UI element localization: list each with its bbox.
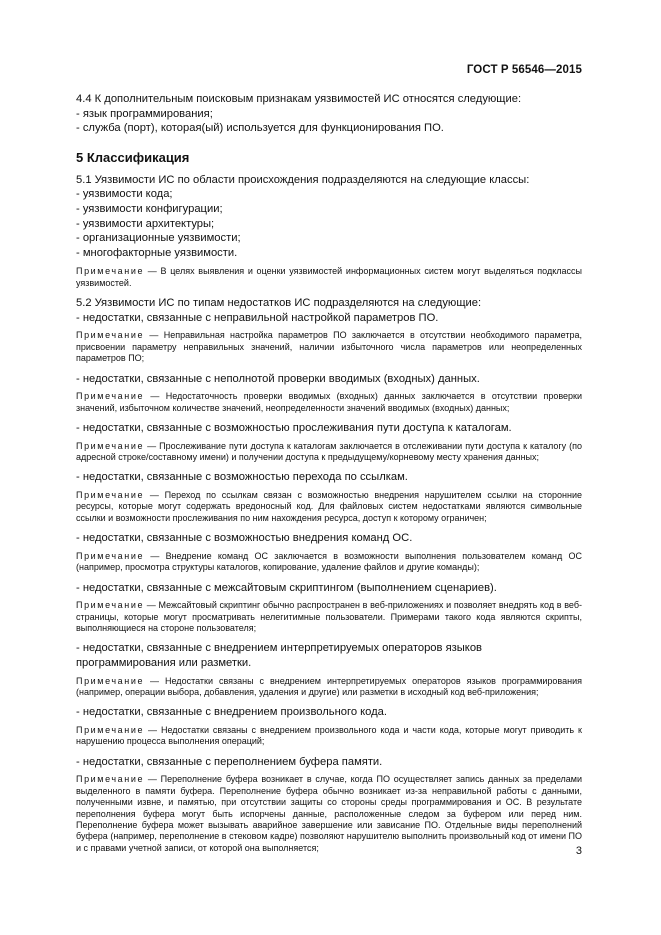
- note-text: — Переход по ссылкам связан с возможностью внедрения нарушителем ссылки на сторонние ресурсы, которые могут содержать вредоносный код. Для файловых систем недостатками являются символьные ссылки и возможности прослеживания по ним нахождения ресурса, доступ к которому ограничен;: [76, 489, 582, 523]
- note-label: Примечание: [76, 774, 145, 785]
- note-label: Примечание: [76, 550, 145, 561]
- note-item-6: [76, 600, 582, 634]
- note-label: Примечание: [76, 600, 145, 611]
- section-5-2-intro: 5.2 Уязвимости ИС по типам недостатков ИС подразделяются на следующие:: [76, 297, 482, 310]
- list-item: - уязвимости архитектуры;: [76, 217, 215, 230]
- section-5-heading: 5 Классификация: [76, 149, 190, 165]
- note-item-4: [76, 490, 582, 524]
- note-item-7: [76, 676, 582, 699]
- note-label: Примечание: [76, 391, 145, 402]
- note-text: — Межсайтовый скриптинг обычно распространен в веб-приложениях и позволяет внедрять код в веб-страницы, которые могут просматривать нелегитимные пользователи. Примерами такого кода являются скрипты, выполняющиеся на стороне пользователя;: [76, 600, 582, 633]
- note-text: — Переполнение буфера возникает в случае, когда ПО осуществляет запись данных за пределами выделенного в памяти буфера. Переполнение буфера обычно возникает из-за неправильной работы с данными, полученными извне, и памятью, при отсутствии защиты со стороны среды программирования и ОС. В результате переполнения буфера могут быть испорчены данные, расположенные следом за буфером или перед ним. Переполнение буфера может вызывать аварийное завершение или зависание ПО. Отдельные виды переполнений буфера (например, переполнение в стековом кадре) позволяют нарушителю выполнить произвольный код от имени ПО и с правами учетной записи, от которой она выполняется;: [76, 774, 582, 853]
- note-text: — Недостаточность проверки вводимых (входных) данных заключается в отсутствии проверки значений, избыточном количестве значений, неопределенности значений вводимых (входных) данных;: [76, 391, 582, 413]
- list-item: - уязвимости кода;: [76, 188, 173, 201]
- list-item: - недостатки, связанные с возможностью перехода по ссылкам.: [76, 471, 408, 484]
- list-item: - уязвимости конфигурации;: [76, 202, 223, 215]
- note-item-5: [76, 551, 582, 574]
- note-label: Примечание: [76, 675, 145, 686]
- note-text: — Неправильная настройка параметров ПО заключается в отсутствии необходимого параметра, присвоении параметру неправильных значений, наличии избыточного числа параметров или неопределенных параметров ПО;: [76, 330, 582, 364]
- list-item: - недостатки, связанные с переполнением буфера памяти.: [76, 755, 383, 768]
- standard-header: ГОСТ Р 56546—2015: [466, 64, 582, 76]
- list-item: - недостатки, связанные с внедрением произвольного кода.: [76, 706, 388, 719]
- page-number: 3: [575, 845, 582, 857]
- section-4-4-intro: 4.4 К дополнительным поисковым признакам уязвимостей ИС относятся следующие:: [76, 93, 522, 105]
- list-item: - недостатки, связанные с неполнотой проверки вводимых (входных) данных.: [76, 372, 480, 385]
- note-item-8: [76, 725, 582, 748]
- note-text: — Недостатки связаны с внедрением интерпретируемых операторов языков программирования (например, операции выбора, добавления, удаления и другие) или разметки в исходный код веб-приложения;: [76, 675, 582, 697]
- note-text: — Прослеживание пути доступа к каталогам заключается в отслеживании пути доступа к каталогу (по адресной строке/составному имени) и получении доступа к предыдущему/корневому месту хранения данных;: [76, 440, 582, 462]
- note-label: Примечание: [76, 489, 145, 500]
- section-5-1-intro: 5.1 Уязвимости ИС по области происхождения подразделяются на следующие классы:: [76, 173, 530, 186]
- note-text: — В целях выявления и оценки уязвимостей информационных систем могут выделяться подклассы уязвимостей.: [76, 266, 582, 288]
- note-item-9: [76, 774, 582, 854]
- list-item: - организационные уязвимости;: [76, 232, 241, 245]
- list-item: - служба (порт), которая(ый) используется для функционирования ПО.: [76, 122, 444, 135]
- note-5-1: [76, 266, 582, 289]
- list-item: - недостатки, связанные с возможностью прослеживания пути доступа к каталогам.: [76, 421, 512, 434]
- page-content: [76, 92, 582, 854]
- list-item: - многофакторные уязвимости.: [76, 246, 238, 259]
- list-item: - недостатки, связанные с возможностью внедрения команд ОС.: [76, 532, 413, 545]
- list-item: - недостатки, связанные с внедрением интерпретируемых операторов языков программирования или разметки.: [76, 642, 482, 669]
- note-item-1: [76, 330, 582, 364]
- note-label: Примечание: [76, 266, 145, 277]
- note-label: Примечание: [76, 330, 145, 341]
- list-item: - язык программирования;: [76, 107, 213, 120]
- note-text: — Внедрение команд ОС заключается в возможности выполнения пользователем команд ОС (например, просмотра структуры каталогов, копирование, удаление файлов и другие команды);: [76, 550, 582, 573]
- note-label: Примечание: [76, 440, 145, 451]
- note-text: — Недостатки связаны с внедрением произвольного кода и части кода, которые могут приводить к нарушению процесса выполнения операций;: [76, 725, 582, 747]
- note-item-2: [76, 391, 582, 414]
- note-item-3: [76, 441, 582, 464]
- list-item: - недостатки, связанные с межсайтовым скриптингом (выполнением сценариев).: [76, 581, 497, 594]
- note-label: Примечание: [76, 725, 145, 735]
- list-item: - недостатки, связанные с неправильной настройкой параметров ПО.: [76, 311, 439, 324]
